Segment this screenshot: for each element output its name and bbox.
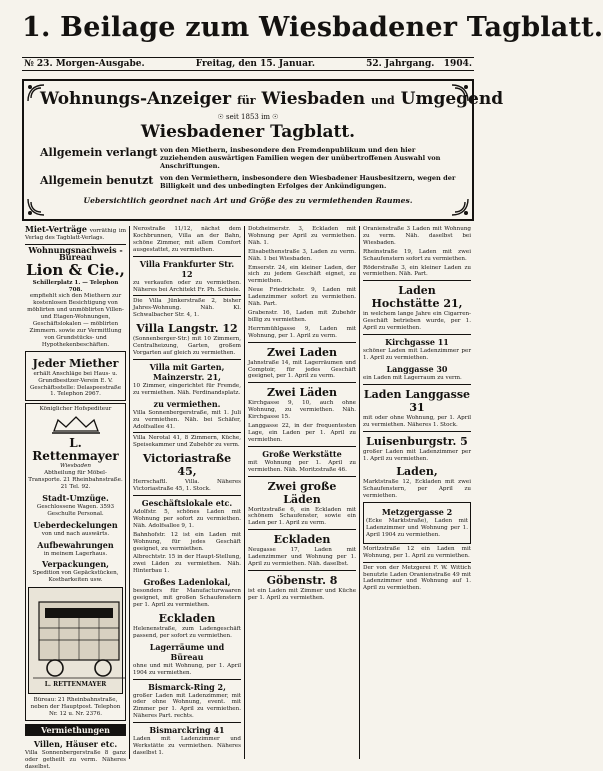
- list-item: mit oder ohne Wohnung, per 1. April zu vermiethen. Näheres 1. Stock.: [363, 414, 471, 428]
- wohnungs-anzeiger-header: [22, 79, 504, 221]
- list-item-title: Laden,: [396, 465, 438, 479]
- list-item: in welchem lange Jahre ein Cigarren-Geschäft betrieben wurde, per 1. April zu vermiethen.: [363, 311, 471, 332]
- list-item: Villa Nerotal 41, 8 Zimmern, Küche, Speisekammer und Zubehör zu verm.: [133, 435, 241, 449]
- rettenmayer-ad: Königlicher Hofspediteur L. Rettenmayer Wiesbaden Abtheilung für Möbel-Transporte. 21 Rheinbahnstraße. 21 Tel. 92. Stadt-Umzüge. Geschlossene Wagen. 3593 Geschulte Personal. Ueberdeckelungen von und nach auswärts. Aufbewahrungen in meinem Lagerhaus. Verpackungen, Spedition von Gepäckstücken, Kostbarkeiten usw. L. RETTENMAYER Büreau: 21 Rheinbahnstraße, neben der Hauptpost. Telephon Nr. 12 u. Nr. 2376.: [25, 403, 126, 721]
- list-item: 10 Zimmer, eingerichtet für Fremde, zu vermiethen. Näh. Ferdinandsplatz.: [133, 382, 241, 396]
- moving-van-illustration: L. RETTENMAYER: [28, 587, 123, 694]
- list-item: Langgasse 22, in der frequentesten Lage, ein Laden per 1. April zu vermiethen.: [248, 423, 356, 443]
- list-item-title: Kirchgasse 11: [385, 337, 449, 348]
- list-item: ein Laden mit Lagerraum zu verm.: [363, 374, 462, 381]
- list-item-title: Zwei große Läden: [267, 479, 337, 506]
- list-item-title: Bismarck-Ring 2,: [148, 681, 226, 692]
- list-item-title: Villa Langstr. 12: [136, 322, 238, 336]
- list-item-title: Luisenburgstr. 5: [366, 434, 468, 448]
- list-item: mit Wohnung per 1. April zu vermiethen. Näh. Moritzstraße 46.: [248, 459, 356, 473]
- header-footer: Uebersichtlich geordnet nach Art und Größe des zu vermiethenden Raumes.: [83, 196, 413, 206]
- list-item-title: zu vermiethen.: [153, 398, 221, 409]
- column-4: [360, 226, 474, 759]
- header-title: Wohnungs-Anzeiger für Wiesbaden und Umgegend: [40, 89, 504, 109]
- list-item: Rheinstraße 19, Laden mit zwei Schaufenstern sofort zu vermiethen.: [363, 248, 471, 262]
- header-row-verlangt: Allgemein verlangt von den Miethern, insbesondere den Fremdenpublikum und den hier zuziehenden auswärtigen Familien wegen der unübertroffenen Auswahl von Anschriftungen.: [40, 146, 441, 171]
- ornament-corner-icon: [26, 83, 46, 103]
- list-item: Bahnhofstr. 12 ist ein Laden mit Wohnung, für jedes Geschäft geeignet, zu vermiethen.: [133, 531, 241, 552]
- masthead-title: 1. Beilage zum Wiesbadener Tagblatt.: [22, 12, 603, 43]
- list-item-title: Laden Hochstätte 21,: [371, 284, 463, 311]
- list-item: ohne und mit Wohnung, per 1. April 1904 zu vermiethen.: [133, 662, 241, 676]
- list-item-title: Große Werkstätte: [262, 448, 342, 459]
- list-item-title: Zwei Laden: [266, 345, 338, 359]
- section-vermiethungen: Vermiethungen: [25, 724, 126, 736]
- header-paper-name: Wiesbadener Tagblatt.: [140, 122, 356, 142]
- list-item-title: Eckladen: [273, 533, 331, 547]
- list-item: Albrechtstr. 15 in der Haupt-Stellung, zwei Läden zu vermiethen. Näh. Hinterbau 1.: [133, 554, 241, 575]
- list-item: Helenenstraße, zum Ladengeschäft passend, per sofort zu vermiethen.: [133, 625, 241, 639]
- list-item: zu verkaufen oder zu vermiethen. Näheres bei Architekt Fr. Ph. Schiele.: [133, 279, 241, 293]
- lion-cie-logo: Lion & Cie.,: [26, 260, 125, 279]
- list-item: Dotzheimerstr. 3, Eckladen mit Wohnung per April zu vermiethen. Näh. 1.: [248, 226, 356, 246]
- list-item-title: Eckladen: [158, 611, 216, 625]
- list-item: Herrnmühlgasse 9, Laden mit Wohnung, per 1. April zu verm.: [248, 325, 356, 339]
- list-item: Moritzstraße 12 ein Laden mit Wohnung, per 1. April zu vermiethen.: [363, 545, 471, 559]
- list-item: ist ein Laden mit Zimmer und Küche per 1. April zu vermiethen.: [248, 588, 356, 601]
- issue-line: [22, 57, 474, 71]
- list-item-title: Langgasse 30: [386, 363, 448, 374]
- list-item-title: Großes Ladenlokal,: [143, 577, 231, 588]
- list-item: schöner Laden mit Ladenzimmer per 1. April zu vermiethen.: [363, 348, 471, 361]
- list-item: Laden mit Ladenzimmer und Werkstätte zu vermiethen. Näheres daselbst 1.: [133, 736, 241, 756]
- column-2: [130, 226, 245, 759]
- list-item-title: Laden Langgasse 31: [363, 387, 471, 414]
- list-item: Oranienstraße 3 Laden mit Wohnung zu verm. Näh. daselbst bei Wiesbaden.: [363, 226, 471, 246]
- list-item: Miet-Verträge vorräthig im Verlag des Tagblatt-Verlags.: [25, 224, 126, 241]
- crown-icon: [46, 415, 106, 435]
- list-item: Der von der Metzgerei F. W. Wittich benutzte Laden Oranienstraße 49 mit Ladenzimmer und Wohnung auf 1. April zu vermiethen.: [363, 564, 471, 592]
- list-item: großer Laden mit Ladenzimmer, mit oder ohne Wohnung, event. mit Zimmer per 1. April zu vermiethen. Näheres Part. rechts.: [133, 692, 241, 720]
- list-item-title: Victoriastraße 45,: [142, 452, 232, 479]
- list-item-title: Zwei Läden: [266, 386, 338, 400]
- list-item: Herrschaftl. Villa. Näheres Victoriastraße 45, 1. Stock.: [133, 479, 241, 493]
- list-item: Villa Sonnenbergerstraße, mit 1. Juli zu vermiethen. Näh. bei Schäfer, Adolfsallee 41.: [133, 409, 241, 430]
- list-item: Neugasse 17, Laden mit Ladenzimmer und Wohnung per 1. April zu vermiethen. Näh. daselbst.: [248, 547, 356, 568]
- list-item: Neue Friedrichstr. 9, Laden mit Ladenzimmer sofort zu vermiethen. Näh. Part.: [248, 287, 356, 308]
- list-item: Emserstr. 24, ein kleiner Laden, der sich zu jedem Geschäft eignet, zu vermiethen.: [248, 264, 356, 285]
- issue-volume: 52. Jahrgang. 1904.: [366, 59, 472, 69]
- moving-van-icon: [29, 588, 129, 693]
- section-title: Geschäftslokale etc.: [141, 498, 233, 509]
- list-item: Adolfstr. 5, schönes Laden mit Wohnung per sofort zu vermiethen. Näh. Adolfsallee 9, 1.: [133, 509, 241, 529]
- list-item: großer Laden mit Ladenzimmer per 1. April zu vermiethen.: [363, 448, 471, 462]
- column-1: [22, 224, 130, 770]
- list-item: Jahnstraße 14, mit Lagerräumen und Comptoir, für jedes Geschäft geeignet, per 1. April zu verm.: [248, 359, 356, 380]
- list-item-title: Villa Frankfurter Str. 12: [139, 258, 235, 279]
- list-item: besonders für Manufacturwaaren geeignet, mit großen Schaufenstern per 1. April zu vermiethen.: [133, 588, 241, 608]
- list-item: (Sonnenberger-Str.) mit 10 Zimmern, Centralheizung, Garten, großem Vorgarten auf gleich zu vermiethen.: [133, 336, 241, 356]
- list-item: Moritzstraße 6, ein Eckladen mit schönem Schaufenster, sowie ein Laden per 1. April zu verm.: [248, 506, 356, 527]
- list-item: Wohnungsnachweis - Bureau: [28, 244, 123, 262]
- list-item: Nerostraße 11/12, nächst dem Kochbrunnen, Villa an der Bahn, schöne Zimmer, mit allem Comfort ausgestattet, zu vermiethen.: [133, 226, 241, 253]
- issue-number: № 23. Morgen-Ausgabe.: [24, 59, 145, 69]
- list-item: Jeder Miether erhält Anschläge bei Haus- u. Grundbesitzer-Verein E. V. Geschäftsstelle: Delaspeestraße 1. Telephon 2967.: [25, 351, 126, 402]
- list-item: Grabenstr. 16, Laden mit Zubehör billig zu vermiethen.: [248, 309, 356, 323]
- ornament-corner-icon: [450, 197, 470, 217]
- header-row-benutzt: Allgemein benutzt von den Vermiethern, insbesondere den Wiesbadener Hausbesitzern, wegen der Billigkeit und des unbedingten Erfolges der Ankündigungen.: [40, 173, 456, 190]
- list-item: Kirchgasse 9, 10, auch ohne Wohnung, zu vermiethen. Näh. Kirchgasse 15.: [248, 400, 356, 421]
- list-item: Elisabethenstraße 3, Laden zu verm. Näh. 1 bei Wiesbaden.: [248, 248, 356, 262]
- classified-columns: [22, 224, 474, 770]
- list-item: empfiehlt sich den Miethern zur kostenlosen Besichtigung von möblirten und unmöblirten Villen- und Etagen-Wohnungen, Geschäftslokalen — möblirten Zimmern. sowie zur Vermittlung von Grundstücks- und Hypothekenbeschäften.: [27, 293, 124, 348]
- list-item: Marktstraße 12, Eckladen mit zwei Schaufenstern, per April zu vermiethen.: [363, 479, 471, 500]
- list-item: Metzgergasse 2 (Ecke Marktstraße), Laden mit Ladenzimmer und Wohnung per 1. April 1904 zu vermiethen.: [363, 502, 471, 544]
- list-item-title: Bismarckring 41: [149, 725, 225, 736]
- section-title: Villen, Häuser etc.: [33, 739, 118, 749]
- list-item: Schillerplatz 1. — Telephon 708.: [32, 279, 119, 293]
- list-item: Villa Sonnenbergerstraße 8 ganz oder getheilt zu verm. Näheres daselbst.: [25, 750, 126, 770]
- list-item: Röderstraße 3, ein kleiner Laden zu vermiethen. Näh. Part.: [363, 264, 471, 278]
- header-since: ☉ seit 1853 im ☉: [217, 113, 279, 121]
- ornament-corner-icon: [450, 83, 470, 103]
- list-item-title: Villa mit Garten, Mainzerstr. 21,: [149, 361, 225, 382]
- list-item-title: Lagerräume und Büreau: [149, 641, 225, 662]
- list-item: Die Villa Jünkerstraße 2, bisher Jahres-Wohnung. Näh. Kl. Schwalbacher Str. 4, 1.: [133, 298, 241, 319]
- column-3: [245, 226, 360, 759]
- issue-date: Freitag, den 15. Januar.: [195, 59, 315, 69]
- list-item-title: Göbenstr. 8: [266, 574, 338, 587]
- ornament-corner-icon: [26, 197, 46, 217]
